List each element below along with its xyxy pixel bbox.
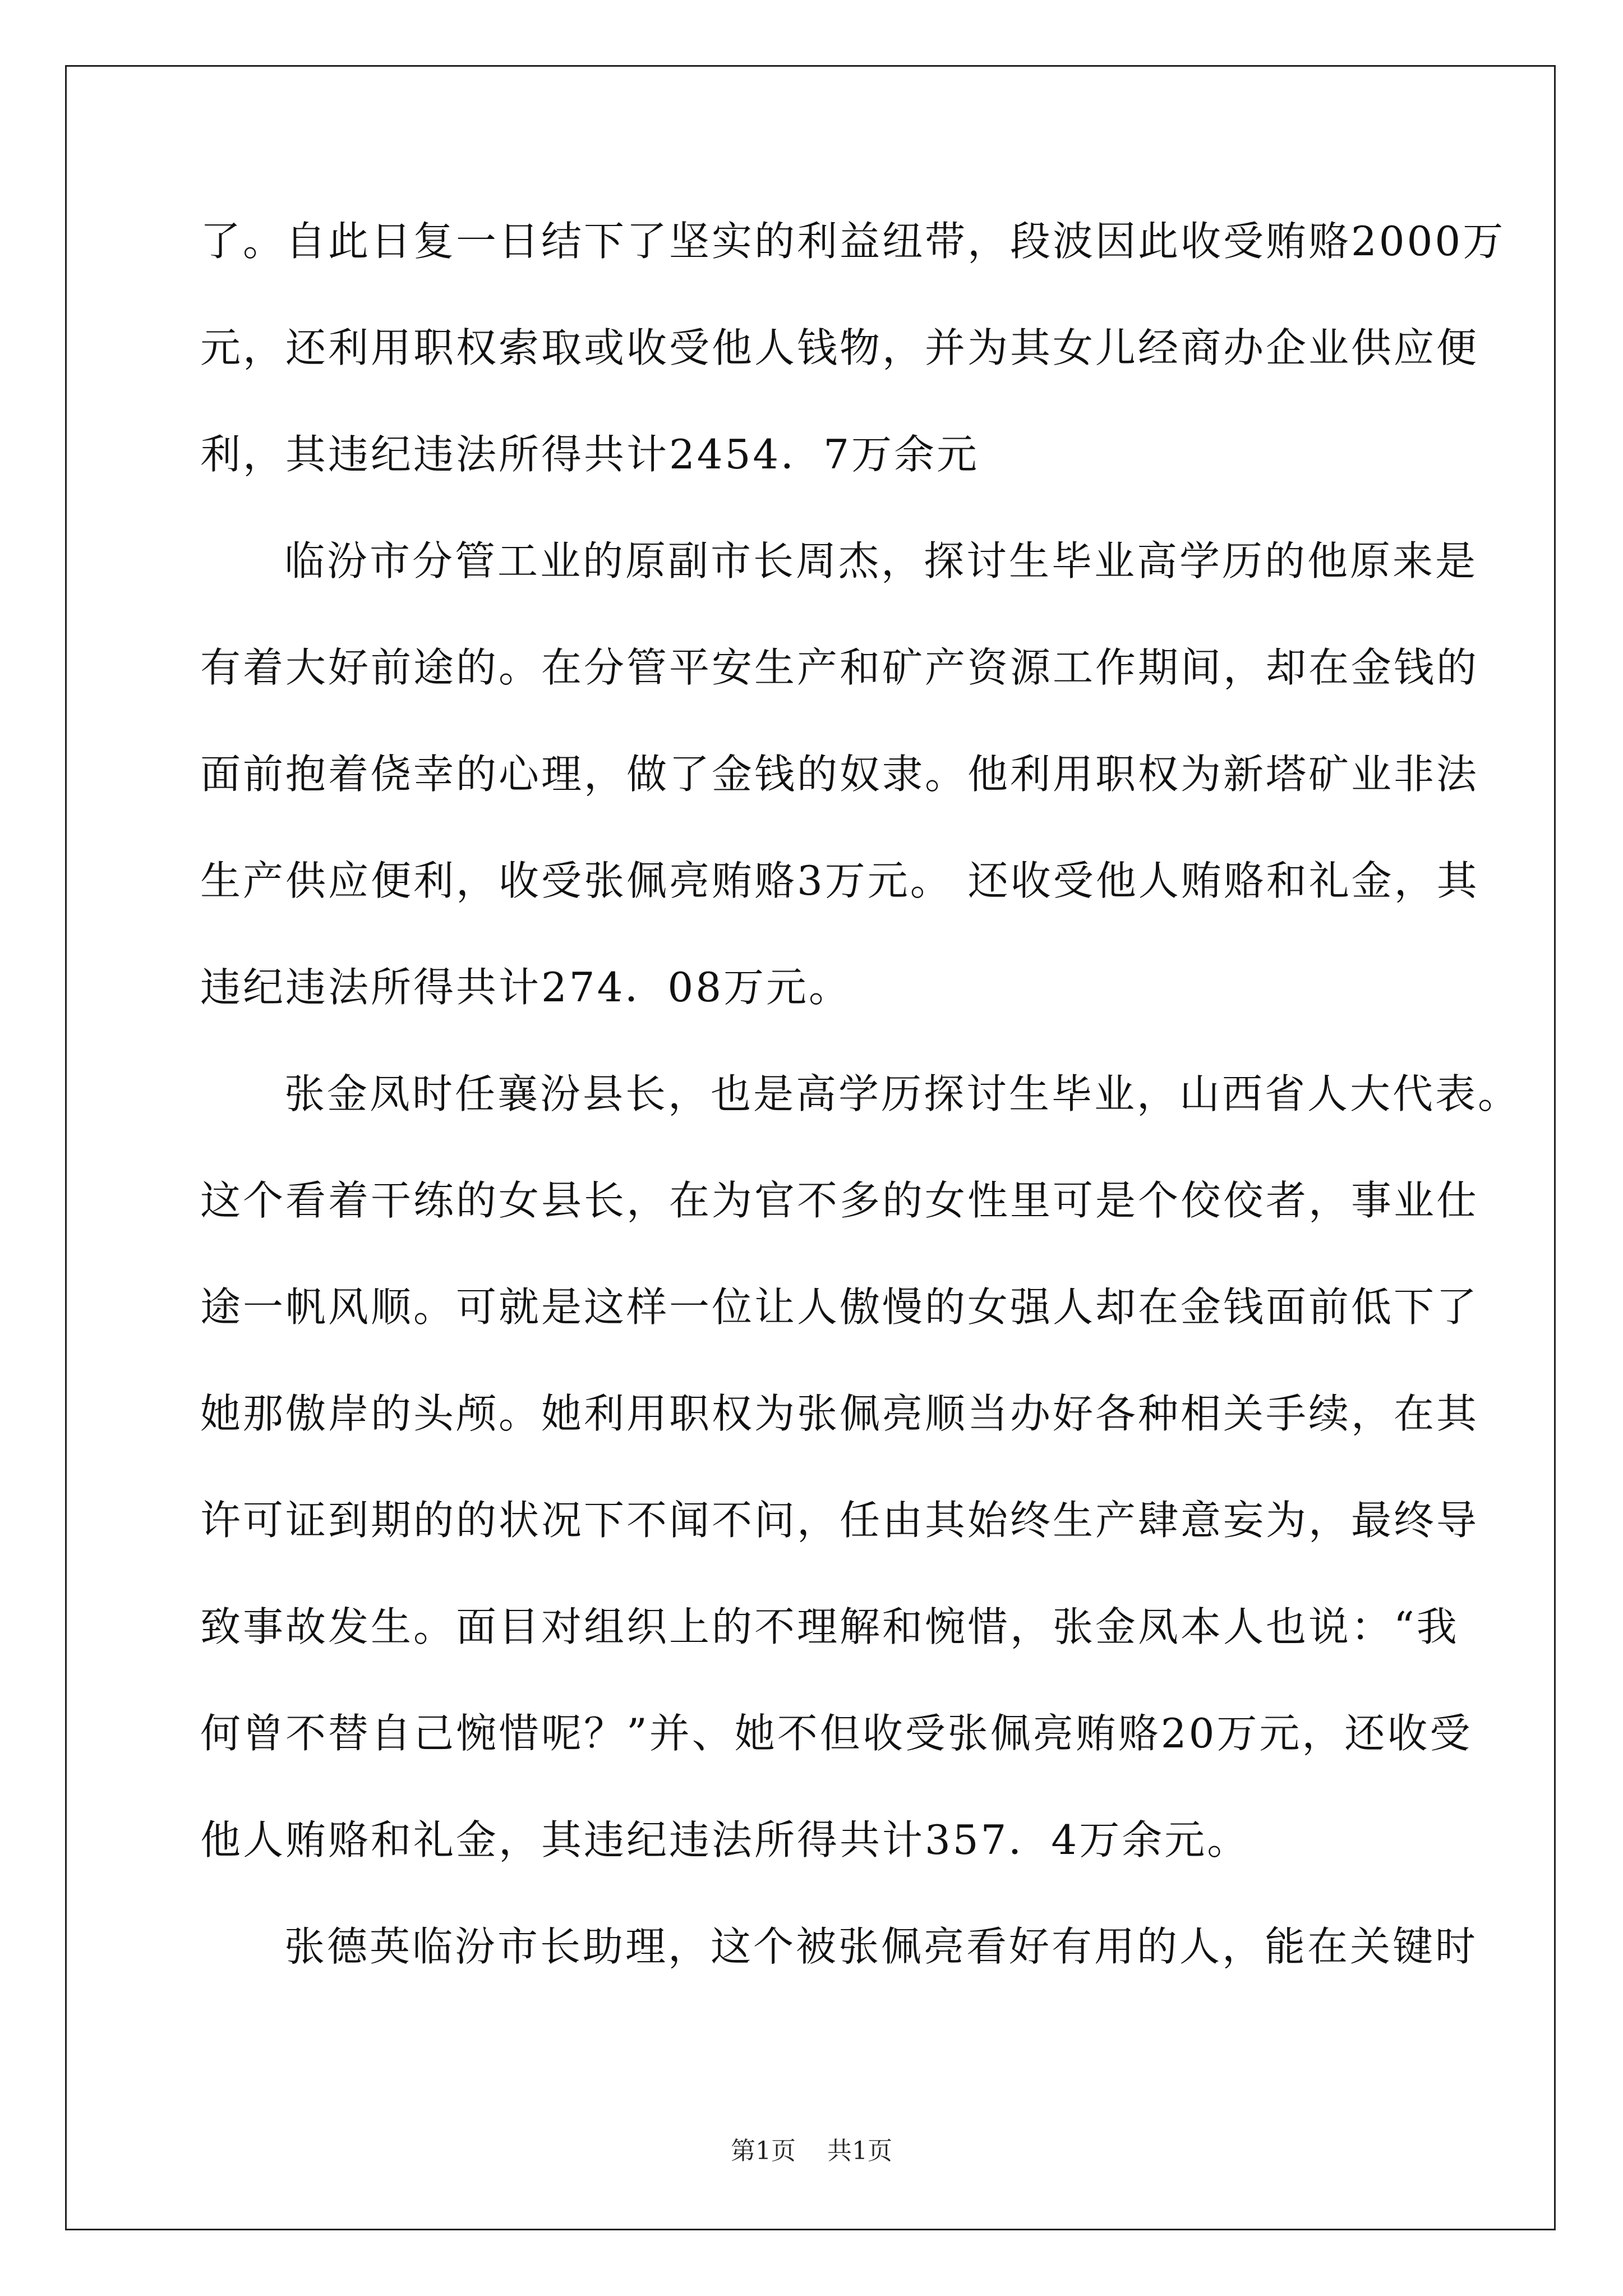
- page-footer: [0, 2134, 1623, 2168]
- text-line: 了。自此日复一日结下了坚实的利益纽带，段波因此收受贿赂2000万: [200, 218, 1506, 265]
- text-line: 致事故发生。面目对组织上的不理解和惋惜，张金凤本人也说：“我: [200, 1603, 1459, 1650]
- text-line: 她那傲岸的头颅。她利用职权为张佩亮顺当办好各种相关手续，在其: [200, 1390, 1479, 1437]
- text-line: 生产供应便利，收受张佩亮贿赂3万元。 还收受他人贿赂和礼金，其: [200, 857, 1479, 904]
- text-line: 他人贿赂和礼金，其违纪违法所得共计357．4万余元。: [200, 1816, 1250, 1864]
- text-line: 这个看着干练的女县长，在为官不多的女性里可是个佼佼者，事业仕: [200, 1177, 1479, 1224]
- text-line: 利，其违纪违法所得共计2454．7万余元: [200, 431, 980, 478]
- paragraph-start-line: 张金凤时任襄汾县长，也是高学历探讨生毕业，山西省人大代表。: [284, 1070, 1521, 1117]
- paragraph-start-line: 张德英临汾市长助理，这个被张佩亮看好有用的人，能在关键时: [284, 1923, 1478, 1970]
- page-total: 共1页: [827, 2137, 892, 2165]
- text-line: 元，还利用职权索取或收受他人钱物，并为其女儿经商办企业供应便: [200, 324, 1479, 371]
- page-number: 第1页: [731, 2137, 796, 2165]
- text-line: 违纪违法所得共计274．08万元。: [200, 964, 852, 1011]
- text-line: 何曾不替自己惋惜呢？”并、她不但收受张佩亮贿赂20万元，还收受: [200, 1710, 1473, 1757]
- text-line: 途一帆风顺。可就是这样一位让人傲慢的女强人却在金钱面前低下了: [200, 1283, 1479, 1331]
- document-body: [200, 208, 1521, 2019]
- text-line: 许可证到期的的状况下不闻不问，任由其始终生产肆意妄为，最终导: [200, 1497, 1479, 1544]
- text-line: 面前抱着侥幸的心理，做了金钱的奴隶。他利用职权为新塔矿业非法: [200, 751, 1479, 798]
- text-line: 有着大好前途的。在分管平安生产和矿产资源工作期间，却在金钱的: [200, 644, 1479, 691]
- paragraph-start-line: 临汾市分管工业的原副市长周杰，探讨生毕业高学历的他原来是: [284, 537, 1478, 585]
